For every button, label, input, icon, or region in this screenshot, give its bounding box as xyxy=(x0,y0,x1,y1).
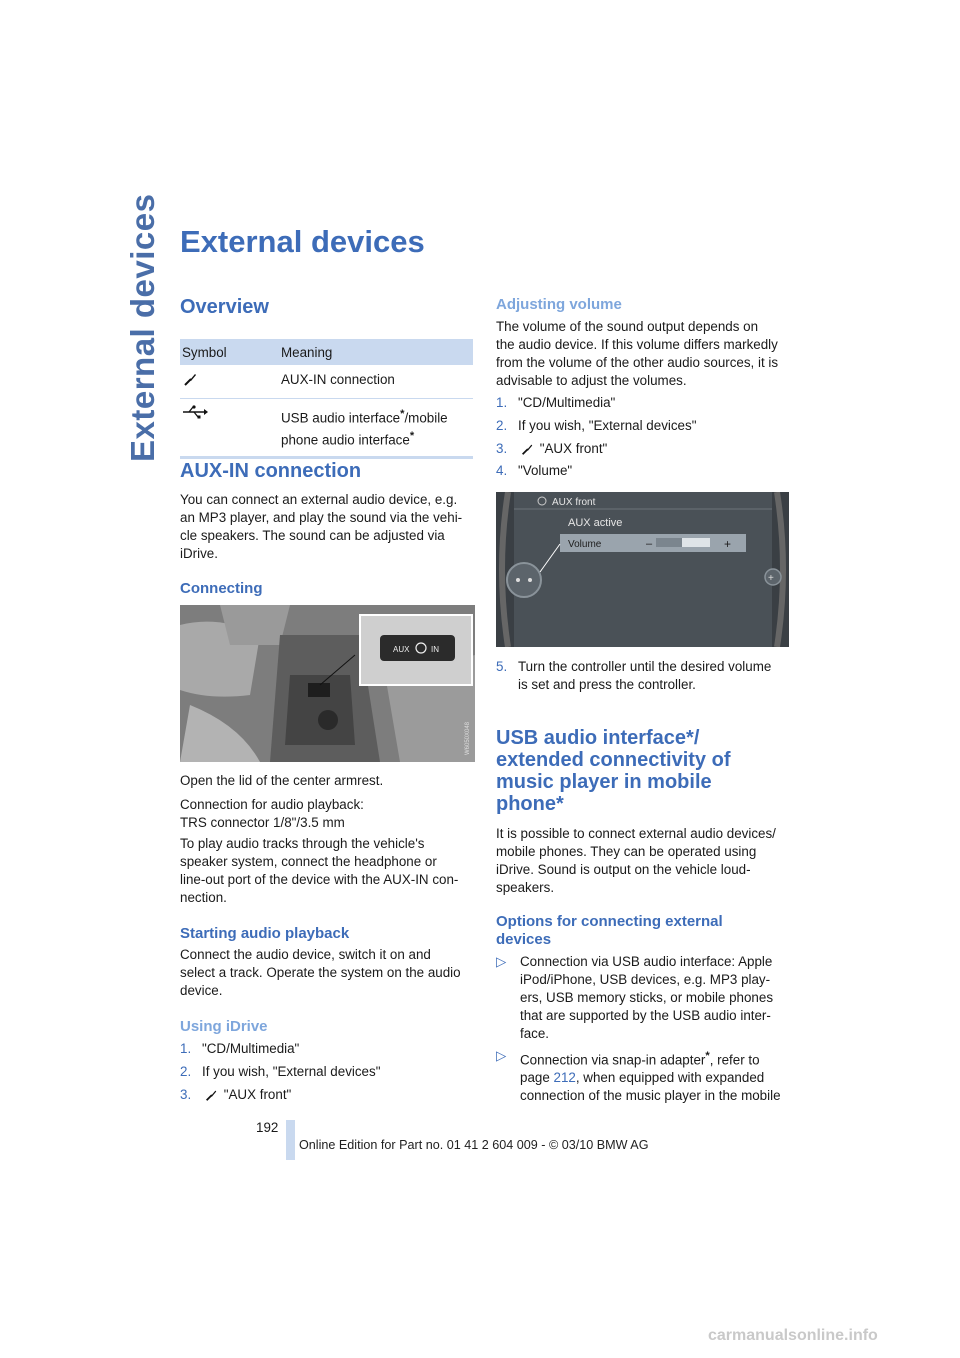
list-item: 3. "AUX front" xyxy=(180,1087,292,1102)
screen-volume-label: Volume xyxy=(568,539,602,550)
open-lid-text: Open the lid of the center armrest. xyxy=(180,773,384,788)
aux-intro: You can connect an external audio device, e.g. an MP3 player, and play the sound via the vehi- cle speakers. The sound can be adjusted via iDrive. xyxy=(180,492,463,561)
table-cell: USB audio interface*/mobile phone audio interface* xyxy=(279,399,473,458)
screen-header: AUX front xyxy=(552,497,596,508)
screen-plus-side: + xyxy=(768,573,774,584)
screen-aux-active: AUX active xyxy=(568,517,623,529)
list-item: 4. "Volume" xyxy=(496,463,573,478)
footer-text: Online Edition for Part no. 01 41 2 604 009 - © 03/10 BMW AG xyxy=(299,1138,649,1152)
page-number: 192 xyxy=(256,1120,279,1135)
footer-bar xyxy=(286,1120,295,1160)
aux-plug-icon xyxy=(518,442,536,456)
table-header-symbol: Symbol xyxy=(180,339,279,365)
list-item: 3. "AUX front" xyxy=(496,441,608,456)
photo-label-in: IN xyxy=(431,645,439,654)
options-heading: Options for connecting external devices xyxy=(496,913,723,948)
watermark: carmanualsonline.info xyxy=(708,1327,878,1344)
table-cell: AUX-IN connection xyxy=(279,365,473,399)
overview-heading: Overview xyxy=(180,296,269,318)
page-title: External devices xyxy=(180,224,425,259)
connecting-heading: Connecting xyxy=(180,580,263,597)
photo-code: W6050X048 xyxy=(465,721,471,755)
play-text: To play audio tracks through the vehicle's speaker system, connect the headphone or line-out port of the device with the AUX-IN con- nection. xyxy=(180,836,459,905)
list-item: 1. "CD/Multimedia" xyxy=(496,395,616,410)
using-idrive-heading: Using iDrive xyxy=(180,1018,268,1035)
connection-text: Connection for audio playback: TRS connector 1/8"/3.5 mm xyxy=(180,797,364,830)
idrive-screen xyxy=(496,492,789,647)
side-tab xyxy=(118,193,161,462)
usb-heading: USB audio interface*/ extended connectivity of music player in mobile phone* xyxy=(496,727,731,815)
usb-icon xyxy=(180,399,279,458)
aux-plug-icon xyxy=(202,1088,220,1102)
table-row xyxy=(180,365,473,399)
aux-heading: AUX-IN connection xyxy=(180,460,362,482)
list-item: 2. If you wish, "External devices" xyxy=(180,1064,381,1079)
table-row xyxy=(180,399,473,458)
center-armrest-photo xyxy=(180,605,475,762)
photo-label-aux: AUX xyxy=(393,645,410,654)
symbol-table xyxy=(180,339,473,459)
start-playback-heading: Starting audio playback xyxy=(180,925,350,942)
page-link[interactable]: 212 xyxy=(553,1070,576,1086)
volume-text: The volume of the sound output depends on the audio device. If this volume differs markedly from the volume of the other audio sources, it is advisable to adjust the volumes. xyxy=(496,319,779,388)
adjusting-volume-heading: Adjusting volume xyxy=(496,296,622,313)
screen-plus: + xyxy=(724,537,732,551)
side-tab-label: External devices xyxy=(124,193,161,462)
table-header-meaning: Meaning xyxy=(279,339,473,365)
usb-text: It is possible to connect external audio devices/ mobile phones. They can be operated using iDrive. Sound is output on the vehicle loud- speakers. xyxy=(496,826,776,895)
start-playback-text: Connect the audio device, switch it on and select a track. Operate the system on the audio device. xyxy=(180,947,461,998)
screen-minus: – xyxy=(646,538,653,550)
list-item: 1. "CD/Multimedia" xyxy=(180,1041,300,1056)
list-item: 2. If you wish, "External devices" xyxy=(496,418,697,433)
aux-plug-icon xyxy=(180,365,279,399)
list-item: 5. Turn the controller until the desired volume is set and press the controller. xyxy=(496,659,772,692)
